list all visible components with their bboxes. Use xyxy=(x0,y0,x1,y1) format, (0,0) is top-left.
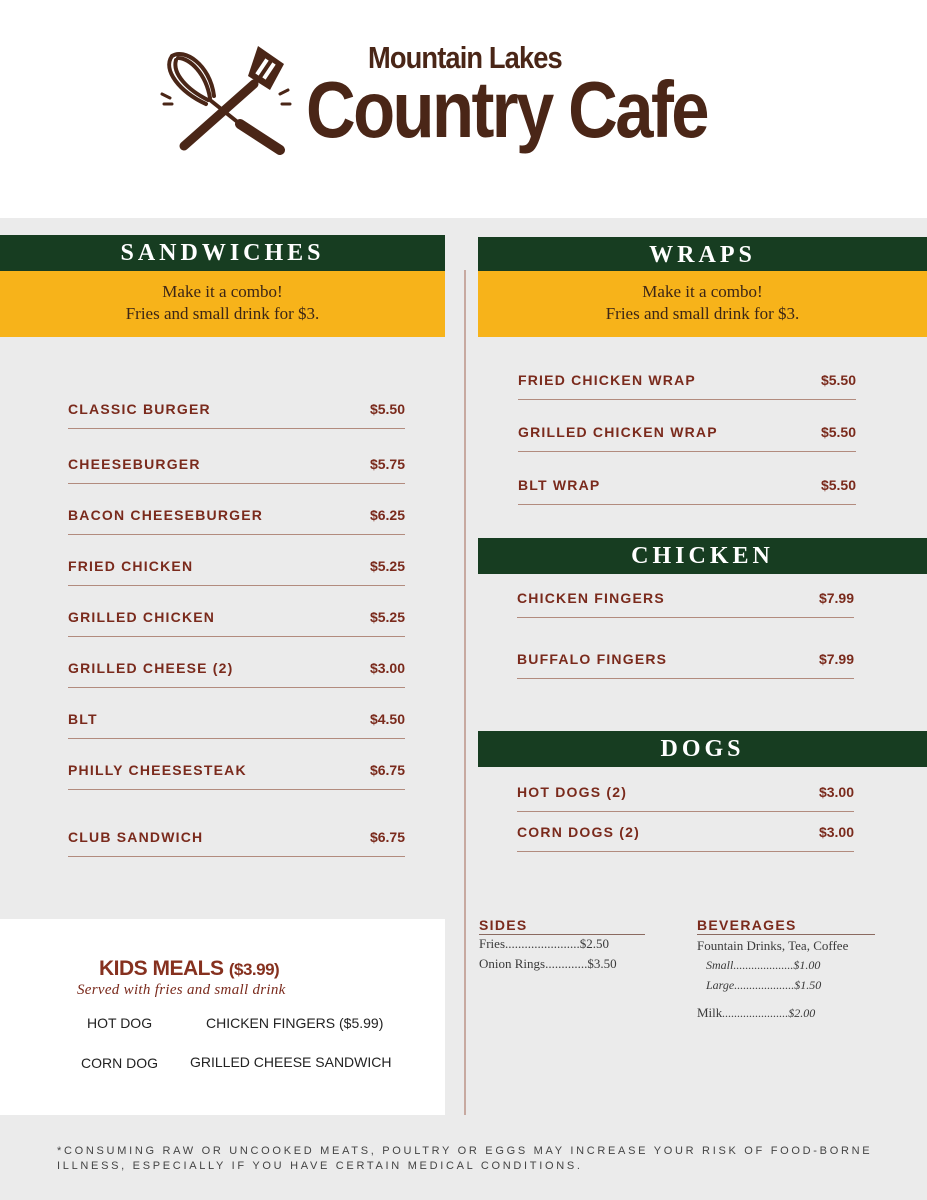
kids-meals-box xyxy=(0,919,445,1115)
item-name: GRILLED CHEESE (2) xyxy=(68,660,234,676)
menu-item xyxy=(68,456,405,484)
dogs-heading: DOGS xyxy=(478,731,927,767)
beverage-line: Fountain Drinks, Tea, Coffee xyxy=(697,938,849,953)
item-name: BUFFALO FINGERS xyxy=(517,651,668,667)
kids-meals-subtitle: Served with fries and small drink xyxy=(77,982,286,998)
chicken-heading: CHICKEN xyxy=(478,538,927,574)
item-price: $3.00 xyxy=(818,784,854,800)
menu-item xyxy=(517,784,854,812)
item-price: $3.00 xyxy=(818,824,854,840)
menu-item xyxy=(68,711,405,739)
item-name: PHILLY CHEESESTEAK xyxy=(68,762,247,778)
item-price: $6.25 xyxy=(369,507,405,523)
menu-item xyxy=(518,424,856,452)
column-divider xyxy=(464,270,466,1115)
combo-line-1: Make it a combo! xyxy=(642,282,763,301)
item-name: CHEESEBURGER xyxy=(68,456,201,472)
beverage-small: Small....................$1.00 xyxy=(706,958,821,972)
item-price: $5.50 xyxy=(820,424,856,440)
milk-label: Milk xyxy=(697,1005,723,1020)
menu-item xyxy=(68,660,405,688)
item-price: $7.99 xyxy=(818,651,854,667)
item-price: $6.75 xyxy=(369,829,405,845)
item-price: $5.25 xyxy=(369,558,405,574)
item-price: $5.50 xyxy=(820,477,856,493)
menu-item xyxy=(68,829,405,857)
kids-meals-label: KIDS MEALS xyxy=(99,957,224,980)
item-name: GRILLED CHICKEN xyxy=(68,609,216,625)
item-name: BACON CHEESEBURGER xyxy=(68,507,264,523)
menu-item xyxy=(517,824,854,852)
menu-item xyxy=(68,401,405,429)
kids-item: HOT DOG xyxy=(87,1015,153,1031)
item-name: CLASSIC BURGER xyxy=(68,401,211,417)
beverage-milk xyxy=(697,1005,815,1021)
menu-item xyxy=(518,477,856,505)
menu-item xyxy=(68,507,405,535)
item-name: BLT WRAP xyxy=(518,477,601,493)
menu-item xyxy=(68,558,405,586)
menu-item xyxy=(68,762,405,790)
item-price: $5.50 xyxy=(369,401,405,417)
combo-line-2: Fries and small drink for $3. xyxy=(125,304,320,323)
combo-line-2: Fries and small drink for $3. xyxy=(605,304,800,323)
disclaimer: *CONSUMING RAW OR UNCOOKED MEATS, POULTRY OR EGGS MAY INCREASE YOUR RISK OF FOOD-BORNE ILLNESS, ESPECIALLY IF YOU HAVE CERTAIN MEDICAL CONDITIONS. xyxy=(57,1145,873,1172)
item-name: HOT DOGS (2) xyxy=(517,784,628,800)
menu-item xyxy=(518,372,856,400)
item-name: CHICKEN FINGERS xyxy=(517,590,665,606)
cafe-title-main: Country Cafe xyxy=(306,65,707,154)
item-price: $5.25 xyxy=(369,609,405,625)
item-name: FRIED CHICKEN WRAP xyxy=(518,372,696,388)
wraps-combo-banner xyxy=(478,271,927,337)
milk-price: ......................$2.00 xyxy=(722,1006,816,1020)
sides-heading: SIDES xyxy=(479,917,645,935)
header xyxy=(0,0,927,218)
item-price: $4.50 xyxy=(369,711,405,727)
kids-item: CORN DOG xyxy=(81,1055,158,1071)
item-price: $5.75 xyxy=(369,456,405,472)
side-item: Onion Rings.............$3.50 xyxy=(479,956,617,971)
kids-item: CHICKEN FINGERS ($5.99) xyxy=(206,1015,384,1031)
item-name: GRILLED CHICKEN WRAP xyxy=(518,424,718,440)
cafe-title-top: Mountain Lakes xyxy=(368,40,562,75)
item-price: $5.50 xyxy=(820,372,856,388)
kids-meals-title xyxy=(99,957,279,981)
wraps-heading: WRAPS xyxy=(478,237,927,273)
menu-item xyxy=(517,651,854,679)
item-name: BLT xyxy=(68,711,98,727)
menu-item xyxy=(68,609,405,637)
item-price: $7.99 xyxy=(818,590,854,606)
side-item: Fries.......................$2.50 xyxy=(479,936,609,951)
item-name: FRIED CHICKEN xyxy=(68,558,194,574)
kids-meals-price: ($3.99) xyxy=(228,960,280,979)
sandwiches-heading: SANDWICHES xyxy=(0,235,445,271)
kids-item: GRILLED CHEESE SANDWICH xyxy=(190,1054,392,1070)
whisk-and-spatula-icon xyxy=(158,42,298,162)
combo-line-1: Make it a combo! xyxy=(162,282,283,301)
beverages-heading: BEVERAGES xyxy=(697,917,875,935)
item-name: CLUB SANDWICH xyxy=(68,829,204,845)
item-price: $6.75 xyxy=(369,762,405,778)
beverage-large: Large....................$1.50 xyxy=(706,978,822,992)
menu-item xyxy=(517,590,854,618)
item-price: $3.00 xyxy=(369,660,405,676)
sandwiches-combo-banner xyxy=(0,271,445,337)
item-name: CORN DOGS (2) xyxy=(517,824,640,840)
